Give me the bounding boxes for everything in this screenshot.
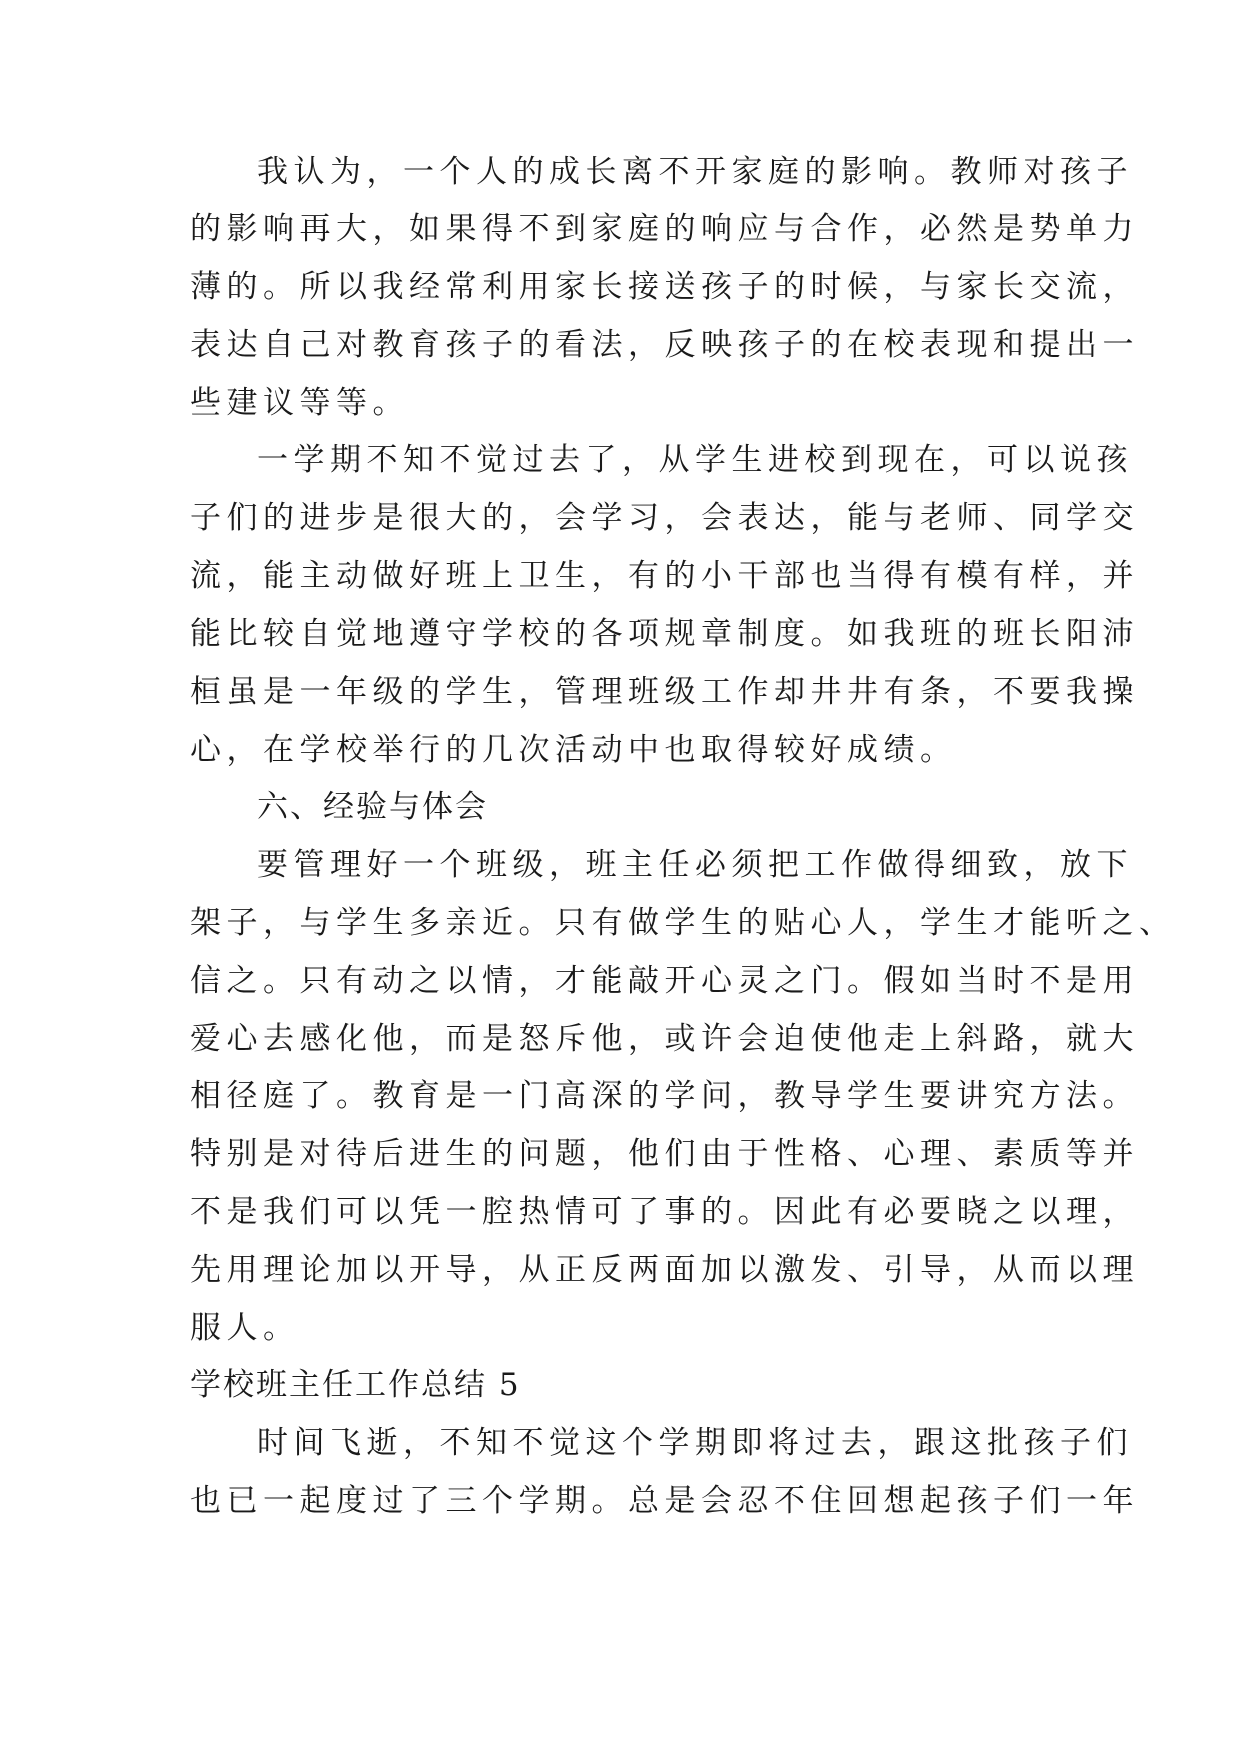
text-line: 桓虽是一年级的学生，管理班级工作却井井有条，不要我操 xyxy=(190,674,1139,710)
section-heading: 六、经验与体会 xyxy=(257,789,488,825)
text-line: 表达自己对教育孩子的看法，反映孩子的在校表现和提出一 xyxy=(190,327,1139,363)
text-line: 薄的。所以我经常利用家长接送孩子的时候，与家长交流， xyxy=(190,269,1139,305)
text-line: 心，在学校举行的几次活动中也取得较好成绩。 xyxy=(190,732,957,768)
text-line: 也已一起度过了三个学期。总是会忍不住回想起孩子们一年 xyxy=(190,1483,1139,1519)
text-line: 能比较自觉地遵守学校的各项规章制度。如我班的班长阳沛 xyxy=(190,616,1139,652)
text-line: 信之。只有动之以情，才能敲开心灵之门。假如当时不是用 xyxy=(190,963,1139,999)
article-title: 学校班主任工作总结 5 xyxy=(190,1367,521,1403)
text-line: 我认为，一个人的成长离不开家庭的影响。教师对孩子 xyxy=(257,154,1133,190)
text-line: 不是我们可以凭一腔热情可了事的。因此有必要晓之以理， xyxy=(190,1194,1139,1230)
text-line: 特别是对待后进生的问题，他们由于性格、心理、素质等并 xyxy=(190,1136,1139,1172)
text-line: 时间飞逝，不知不觉这个学期即将过去，跟这批孩子们 xyxy=(257,1425,1133,1461)
text-line: 一学期不知不觉过去了，从学生进校到现在，可以说孩 xyxy=(257,442,1133,478)
text-line: 架子，与学生多亲近。只有做学生的贴心人，学生才能听之、 xyxy=(190,905,1176,941)
text-line: 要管理好一个班级，班主任必须把工作做得细致，放下 xyxy=(257,847,1133,883)
text-line: 子们的进步是很大的，会学习，会表达，能与老师、同学交 xyxy=(190,500,1139,536)
text-line: 先用理论加以开导，从正反两面加以激发、引导，从而以理 xyxy=(190,1252,1139,1288)
text-line: 服人。 xyxy=(190,1310,300,1346)
text-line: 爱心去感化他，而是怒斥他，或许会迫使他走上斜路，就大 xyxy=(190,1021,1139,1057)
text-line: 些建议等等。 xyxy=(190,385,409,421)
text-line: 相径庭了。教育是一门高深的学问，教导学生要讲究方法。 xyxy=(190,1078,1139,1114)
text-line: 的影响再大，如果得不到家庭的响应与合作，必然是势单力 xyxy=(190,211,1139,247)
text-line: 流，能主动做好班上卫生，有的小干部也当得有模有样，并 xyxy=(190,558,1139,594)
